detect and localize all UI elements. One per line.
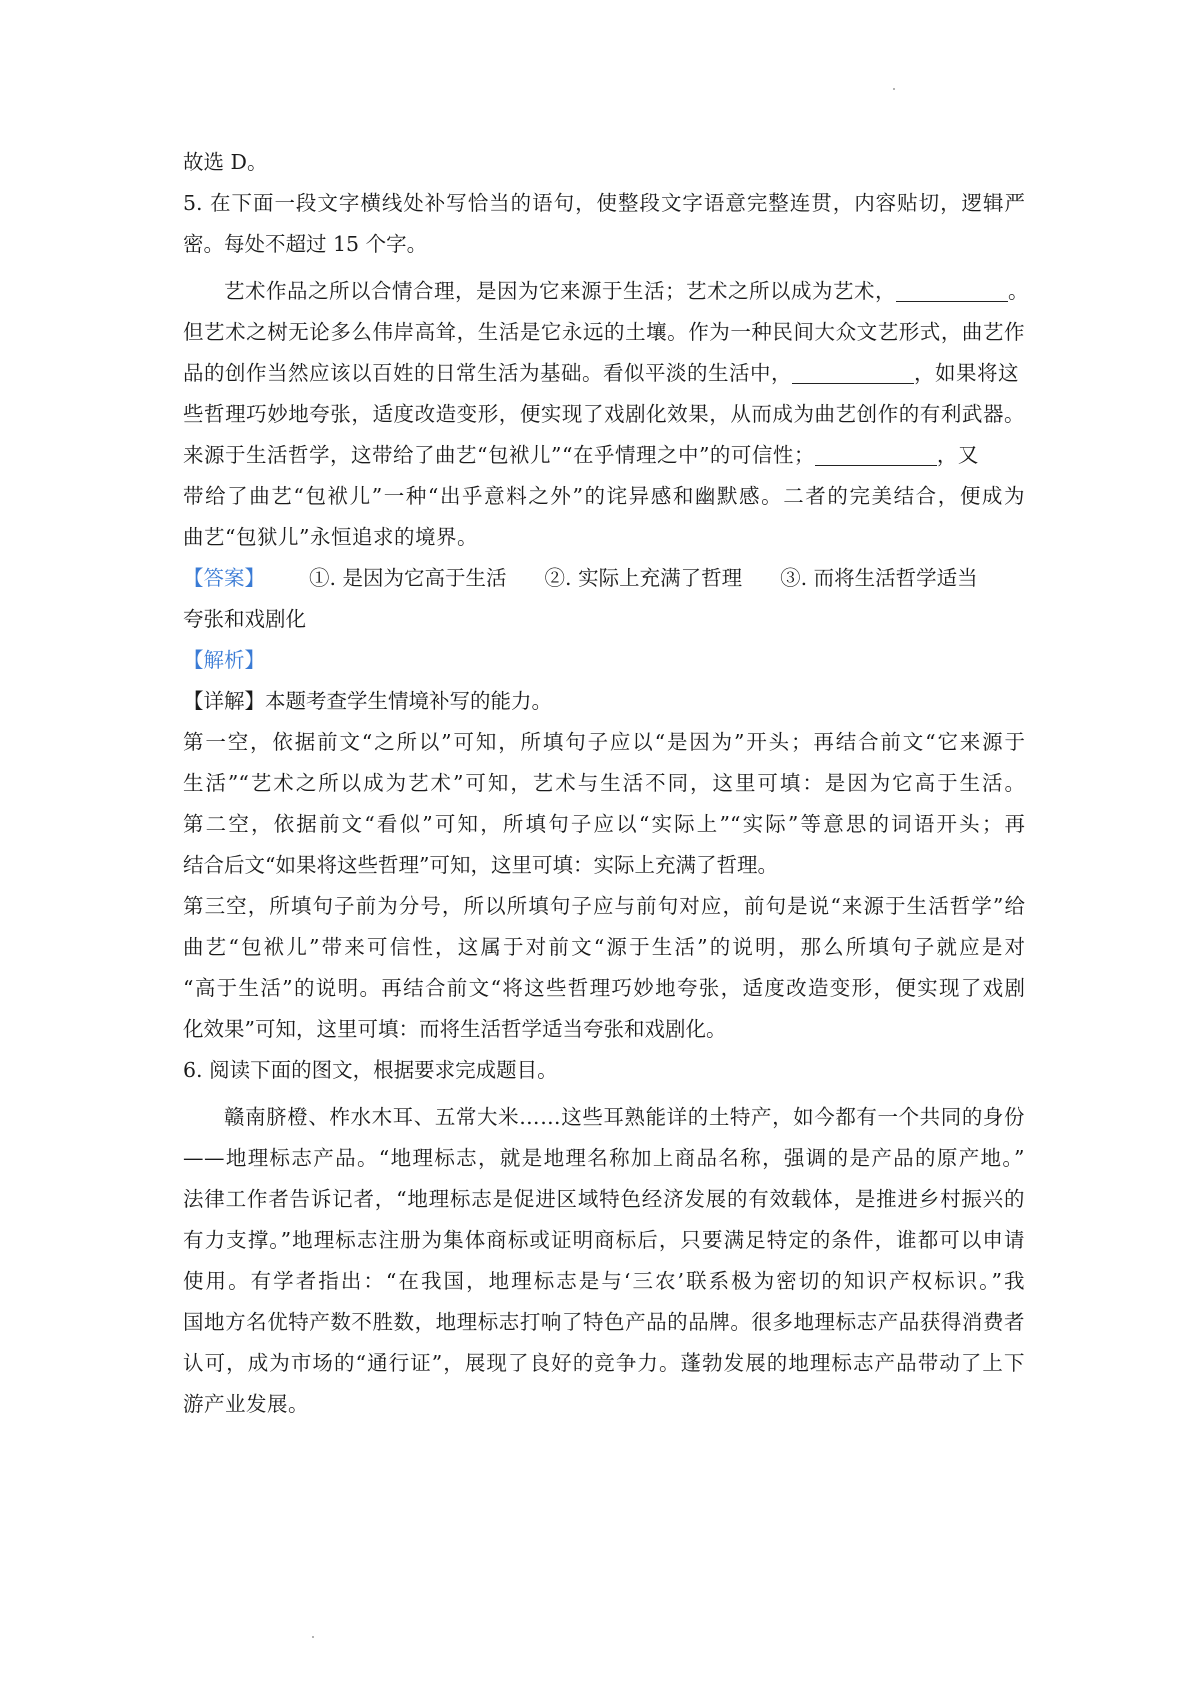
question-5-stem-cont: 密。每处不超过 15 个字。	[183, 232, 428, 256]
text-line: 故选 D。	[183, 150, 268, 174]
passage-line: 些哲理巧妙地夸张，适度改造变形，便实现了戏剧化效果，从而成为曲艺创作的有利武器。	[183, 402, 1025, 426]
answer-blank-2	[792, 359, 914, 384]
passage-line: 但艺术之树无论多么伟岸高耸，生活是它永远的土壤。作为一种民间大众文艺形式，曲艺作	[183, 320, 1025, 344]
reading-line: 赣南脐橙、柞水木耳、五常大米……这些耳熟能详的土特产，如今都有一个共同的身份	[224, 1105, 1025, 1129]
passage-line: 曲艺“包狱儿”永恒追求的境界。	[183, 525, 478, 549]
reading-line: 法律工作者告诉记者，“地理标志是促进区域特色经济发展的有效载体，是推进乡村振兴的	[183, 1187, 1025, 1211]
answer-1: ①. 是因为它高于生活	[309, 566, 507, 590]
reading-line: 国地方名优特产数不胜数，地理标志打响了特色产品的品牌。很多地理标志产品获得消费者	[183, 1310, 1025, 1334]
passage-text: ，又	[936, 443, 979, 467]
answer-tag: 【答案】	[183, 566, 265, 590]
answer-line-cont: 夸张和戏剧化	[183, 607, 306, 631]
passage-line	[183, 435, 1025, 476]
answer-blank-1	[896, 277, 1008, 302]
passage-line	[183, 271, 1029, 312]
passage-text: 艺术作品之所以合情合理，是因为它来源于生活；艺术之所以成为艺术，	[224, 279, 896, 303]
reading-line: ——地理标志产品。“地理标志，就是地理名称加上商品名称，强调的是产品的原产地。”	[183, 1146, 1025, 1170]
passage-text: ，如果将这	[914, 361, 1019, 385]
passage-text: 。	[1008, 279, 1029, 303]
reading-line: 有力支撑。”地理标志注册为集体商标或证明商标后，只要满足特定的条件，谁都可以申请	[183, 1228, 1025, 1252]
question-6-stem: 6. 阅读下面的图文，根据要求完成题目。	[183, 1058, 558, 1082]
detail-line: 【详解】本题考查学生情境补写的能力。	[183, 689, 552, 713]
passage-text: 来源于生活哲学，这带给了曲艺“包袱儿”“在乎情理之中”的可信性；	[183, 443, 815, 467]
page-content	[183, 142, 1029, 1425]
scan-speck	[312, 1636, 314, 1638]
reading-line: 游产业发展。	[183, 1392, 309, 1416]
detail-line: 生活”“艺术之所以成为艺术”可知，艺术与生活不同，这里可填：是因为它高于生活。	[183, 771, 1025, 795]
detail-line: 曲艺“包袱儿”带来可信性，这属于对前文“源于生活”的说明，那么所填句子就应是对	[183, 935, 1025, 959]
reading-line: 使用。有学者指出：“在我国，地理标志是与‘三农’联系极为密切的知识产权标识。”我	[183, 1269, 1025, 1293]
passage-line: 带给了曲艺“包袱儿”一种“出乎意料之外”的诧异感和幽默感。二者的完美结合，便成为	[183, 484, 1025, 508]
answer-blank-3	[815, 441, 937, 466]
detail-line: 第三空，所填句子前为分号，所以所填句子应与前句对应，前句是说“来源于生活哲学”给	[183, 894, 1025, 918]
detail-line: 化效果”可知，这里可填：而将生活哲学适当夸张和戏剧化。	[183, 1017, 727, 1041]
detail-line: 结合后文“如果将这些哲理”可知，这里可填：实际上充满了哲理。	[183, 853, 778, 877]
analysis-tag: 【解析】	[183, 648, 265, 672]
passage-text: 品的创作当然应该以百姓的日常生活为基础。看似平淡的生活中，	[183, 361, 792, 385]
detail-line: “高于生活”的说明。再结合前文“将这些哲理巧妙地夸张，适度改造变形，便实现了戏剧	[183, 976, 1025, 1000]
answer-2: ②. 实际上充满了哲理	[544, 566, 743, 590]
detail-line: 第一空，依据前文“之所以”可知，所填句子应以“是因为”开头；再结合前文“它来源于	[183, 730, 1025, 754]
reading-line: 认可，成为市场的“通行证”，展现了良好的竞争力。蓬勃发展的地理标志产品带动了上下	[183, 1351, 1025, 1375]
question-5-stem: 5. 在下面一段文字横线处补写恰当的语句，使整段文字语意完整连贯，内容贴切，逻辑严	[183, 191, 1025, 215]
detail-line: 第二空，依据前文“看似”可知，所填句子应以“实际上”“实际”等意思的词语开头；再	[183, 812, 1025, 836]
answer-line	[183, 558, 1025, 599]
answer-3: ③. 而将生活哲学适当	[780, 566, 978, 590]
passage-line	[183, 353, 1025, 394]
scan-speck	[893, 88, 895, 90]
